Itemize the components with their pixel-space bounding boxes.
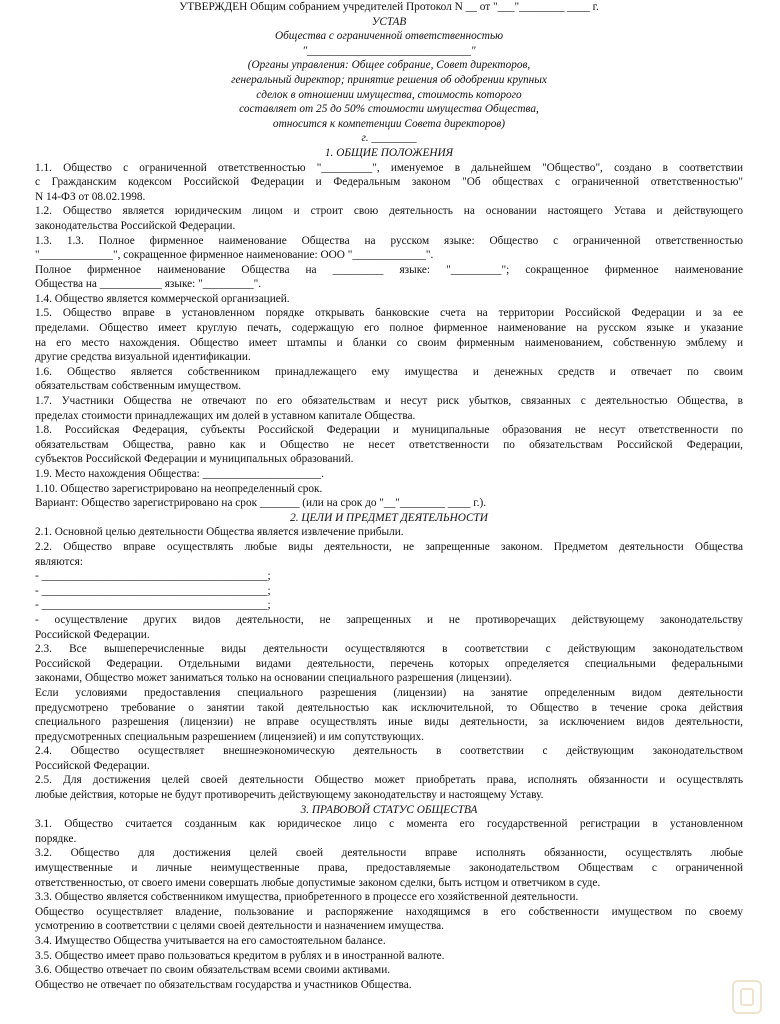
document-line: Российской Федерации. — [35, 759, 150, 772]
document-line: г. ________ — [361, 132, 417, 145]
document-line: 1.4. Общество является коммерческой организацией. — [35, 292, 290, 305]
document-line: генеральный директор; принятие решения об одобрении крупных — [231, 73, 547, 86]
document-line: Если условиями предоставления специального разрешения (лицензии) на занятие определенным видом деятельности — [35, 686, 743, 699]
document-line: другие средства визуальной идентификации. — [35, 351, 251, 364]
document-line: УСТАВ — [371, 15, 407, 28]
document-line: ответственностью, от своего имени совершать любые допустимые законом сделки, быть истцом и ответчиком в суде. — [35, 876, 601, 889]
document-line: специального разрешения (лицензии) не вправе осуществлять иные виды деятельности, за исключением видов деятельности, — [35, 716, 743, 729]
document-line: 3.6. Общество отвечает по своим обязательствам всеми своими активами. — [35, 964, 391, 977]
document-line: Российской Федерации. Отдельными видами деятельности, перечень которых определяется специальными федеральными — [35, 657, 743, 670]
document-line: 1.6. Общество является собственником принадлежащего ему имущества и денежных средств и отвечает по своим — [35, 365, 743, 378]
document-line: 3.2. Общество для достижения целей своей деятельности вправе исполнять обязанности, осуществлять любые — [35, 847, 743, 860]
document-line: любые действия, которые не будут противоречить действующему законодательству и настоящему Уставу. — [35, 789, 544, 802]
document-line: N 14-ФЗ от 08.02.1998. — [35, 190, 146, 203]
document-line: порядке. — [35, 832, 77, 845]
document-line: пределах стоимости принадлежащих им долей в уставном капитале Общества. — [35, 409, 416, 422]
document-line: (Органы управления: Общее собрание, Совет директоров, — [247, 59, 531, 72]
document-line: 1.2. Общество является юридическим лицом и строит свою деятельность на основании настоящего Устава и действующего — [35, 205, 743, 218]
document-line: 3.1. Общество считается созданным как юридическое лицо с момента его государственной регистрации в установленном — [35, 818, 743, 831]
document-line: 2.5. Для достижения целей своей деятельности Общество может приобретать права, исполнять обязанности и осуществлять — [35, 774, 743, 787]
document-line: предусмотренных специальным разрешением (лицензией) и им сопутствующих. — [35, 730, 424, 743]
document-line: Вариант: Общество зарегистрировано на срок _______ (или на срок до "__"________ ____ г.). — [35, 497, 487, 510]
document-line: законами, Общество может заниматься только на основании специального разрешения (лицензии). — [35, 672, 512, 685]
document-line: "_____________", сокращенное фирменное наименование: ООО "_____________". — [35, 249, 434, 262]
document-line: с Гражданским кодексом Российской Федерации и Федеральным законом "Об обществах с ограниченной ответственностью" — [35, 176, 743, 189]
document-line: 2.2. Общество вправе осуществлять любые виды деятельности, не запрещенные законом. Предметом деятельности Общества — [35, 540, 743, 553]
watermark-logo-icon — [732, 980, 762, 1014]
document-line: обязательствам собственным имуществом. — [35, 380, 242, 393]
document-line: 3.5. Общество имеет право пользоваться кредитом в рублях и в иностранной валюте. — [35, 949, 445, 962]
document-line: - ________________________________________; — [35, 570, 271, 583]
document-line: 1.5. Общество вправе в установленном порядке открывать банковские счета на территории Российской Федерации и за ее — [35, 307, 743, 320]
document-line: 2. ЦЕЛИ И ПРЕДМЕТ ДЕЯТЕЛЬНОСТИ — [290, 511, 488, 524]
document-line: усмотрению в соответствии с целями своей деятельности и назначением имущества. — [35, 920, 444, 933]
document-line: 1.3. 1.3. Полное фирменное наименование Общества на русском языке: Общество с ограниченной ответственностью — [35, 234, 743, 247]
document-line: сделок в отношении имущества, стоимость которого — [256, 88, 522, 101]
document-line: Общества на ___________ языке: "_________". — [35, 278, 262, 291]
document-line: - осуществление других видов деятельности, не запрещенных и не противоречащих действующему законодательству — [35, 613, 743, 626]
document-line: - ________________________________________; — [35, 584, 271, 597]
document-line: 3.4. Имущество Общества учитывается на его самостоятельном балансе. — [35, 935, 386, 947]
document-line: 2.3. Все вышеперечисленные виды деятельности осуществляются в соответствии с действующим законодательством — [35, 643, 743, 656]
document-line: 3.3. Общество является собственником имущества, приобретенного в процессе его хозяйственной деятельности. — [35, 891, 579, 904]
document-line: 1. ОБЩИЕ ПОЛОЖЕНИЯ — [324, 146, 454, 159]
document-line: - ________________________________________; — [35, 599, 271, 612]
document-line: 2.1. Основной целью деятельности Общества является извлечение прибыли. — [35, 526, 404, 539]
document-line: 3. ПРАВОВОЙ СТАТУС ОБЩЕСТВА — [300, 803, 478, 816]
document-line: являются: — [35, 555, 83, 568]
document-line: Общество осуществляет владение, пользование и распоряжение находящимся в его собственности имуществом по своему — [35, 905, 743, 918]
document-line: 1.9. Место нахождения Общества: _____________________. — [35, 468, 325, 480]
document-line: имущественные и личные неимущественные права, предоставляемые законодательством Обществам с ограниченной — [35, 862, 743, 875]
document-line: 1.8. Российская Федерация, субъекты Российской Федерации и муниципальные образования не несут ответственности по — [35, 424, 743, 437]
document-line: Общество не отвечает по обязательствам государства и участников Общества. — [35, 978, 412, 991]
document-line: 2.4. Общество осуществляет внешнеэкономическую деятельность в соответствии с действующим законодательством — [35, 745, 743, 758]
document-line: субъектов Российской Федерации и муниципальных образований. — [35, 453, 354, 466]
document-line: обязательствам Общества, равно как и Общество не несет ответственности по обязательствам Российской Федерации, — [35, 438, 743, 451]
document-line: 1.1. Общество с ограниченной ответственностью "_________", именуемое в дальнейшем "Общество", создано в соответствии — [35, 161, 743, 174]
document-line: пределами. Общество имеет круглую печать, содержащую его полное фирменное наименование на русском языке и указание — [35, 322, 743, 335]
document-line: УТВЕРЖДЕН Общим собранием учредителей Протокол N __ от "___"________ ____ г. — [179, 1, 599, 13]
document-line: 1.10. Общество зарегистрировано на неопределенный срок. — [35, 482, 323, 495]
document-line: Общества с ограниченной ответственностью — [274, 30, 504, 43]
document-line: законодательства Российской Федерации. — [35, 219, 236, 232]
document-line: Российской Федерации. — [35, 628, 150, 641]
document-line: "_____________________________" — [302, 44, 476, 57]
document-line: относится к компетенции Совета директоров) — [272, 117, 506, 130]
document-line: предусмотрено требование о занятии такой деятельностью как исключительной, то Общество в течение срока действия — [35, 701, 743, 714]
document-line: 1.7. Участники Общества не отвечают по его обязательствам и несут риск убытков, связанных с деятельностью Общества, в — [35, 395, 743, 408]
charter-document — [35, 0, 743, 992]
document-line: составляет от 25 до 50% стоимости имущества Общества, — [239, 103, 539, 116]
document-line: Полное фирменное наименование Общества на _________ языке: "_________"; сокращенное фирменное наименование — [35, 263, 743, 276]
document-line: на его место нахождения. Общество имеет штампы и бланки со своим фирменным наименованием, собственную эмблему и — [35, 336, 743, 349]
